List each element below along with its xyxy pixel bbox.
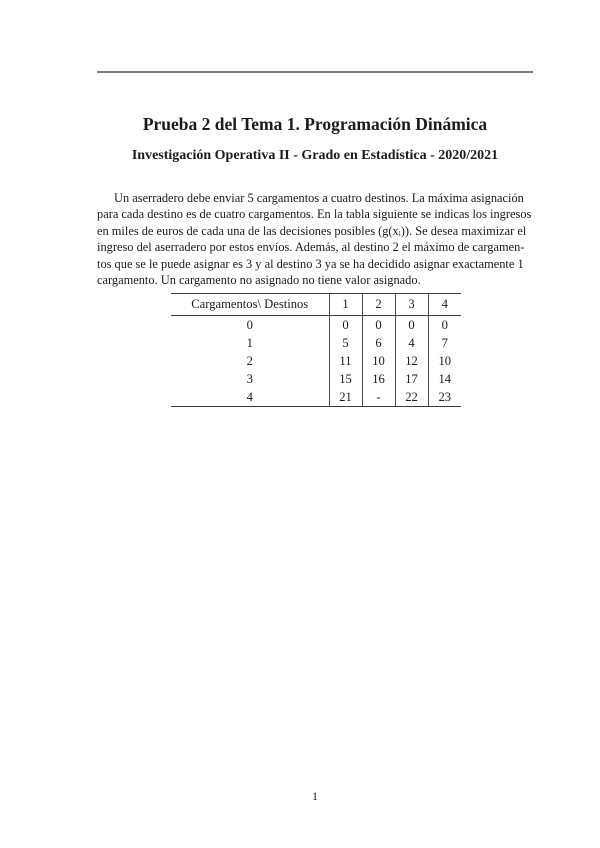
value-cell: - <box>362 388 395 407</box>
header-cell-destino-2: 2 <box>362 294 395 316</box>
document-subtitle: Investigación Operativa II - Grado en Estadística - 2020/2021 <box>131 148 499 163</box>
table-row <box>171 316 461 335</box>
table-row <box>171 334 461 352</box>
paragraph-line: ingreso del aserradero por estos envíos. Además, al destino 2 el máximo de cargamen- <box>97 240 525 255</box>
row-header-cell: 3 <box>171 370 329 388</box>
paragraph-line: cargamento. Un cargamento no asignado no tiene valor asignado. <box>97 273 421 288</box>
value-cell: 22 <box>395 388 428 407</box>
income-table-body <box>171 316 461 407</box>
header-cell-destino-4: 4 <box>428 294 461 316</box>
value-cell: 10 <box>362 352 395 370</box>
value-cell: 0 <box>395 316 428 335</box>
paragraph-line: Un aserradero debe enviar 5 cargamentos a cuatro destinos. La máxima asignación <box>114 191 524 205</box>
row-header-cell: 0 <box>171 316 329 335</box>
header-rule <box>97 71 533 73</box>
value-cell: 0 <box>441 317 448 332</box>
header-cell-cargamentos-destinos: Cargamentos\ Destinos <box>171 294 329 316</box>
paragraph-line: en miles de euros de cada una de las decisiones posibles (g(xᵢ)). Se desea maximizar el <box>97 223 527 238</box>
value-cell: 15 <box>329 370 362 388</box>
value-cell: 11 <box>329 352 362 370</box>
value-cell: 4 <box>395 334 428 352</box>
value-cell: 16 <box>362 370 395 388</box>
value-cell: 0 <box>362 316 395 335</box>
page-number: 1 <box>312 789 318 803</box>
paragraph-line: tos que se le puede asignar es 3 y al destino 3 ya se ha decidido asignar exactamente 1 <box>97 256 524 271</box>
income-table-head <box>171 294 461 316</box>
value-cell: 21 <box>329 388 362 407</box>
document-title: Prueba 2 del Tema 1. Programación Dinámica <box>142 114 488 134</box>
value-cell: 17 <box>395 370 428 388</box>
value-cell: 0 <box>329 316 362 335</box>
row-header-cell: 1 <box>171 334 329 352</box>
row-header-cell: 4 <box>171 388 329 407</box>
value-cell: 5 <box>329 334 362 352</box>
table-row <box>171 388 461 407</box>
value-cell: 12 <box>395 352 428 370</box>
value-cell: 7 <box>441 335 448 350</box>
value-cell: 14 <box>438 371 452 386</box>
problem-paragraph <box>97 190 534 288</box>
table-row <box>171 352 461 370</box>
income-table <box>171 293 461 407</box>
table-header-row <box>171 294 461 316</box>
paragraph-line: para cada destino es de cuatro cargamentos. En la tabla siguiente se indicas los ingresos <box>97 207 532 222</box>
value-cell: 23 <box>438 389 452 404</box>
table-row <box>171 370 461 388</box>
header-cell-destino-3: 3 <box>395 294 428 316</box>
value-cell: 10 <box>438 353 452 368</box>
value-cell: 6 <box>362 334 395 352</box>
row-header-cell: 2 <box>171 352 329 370</box>
header-cell-destino-1: 1 <box>329 294 362 316</box>
